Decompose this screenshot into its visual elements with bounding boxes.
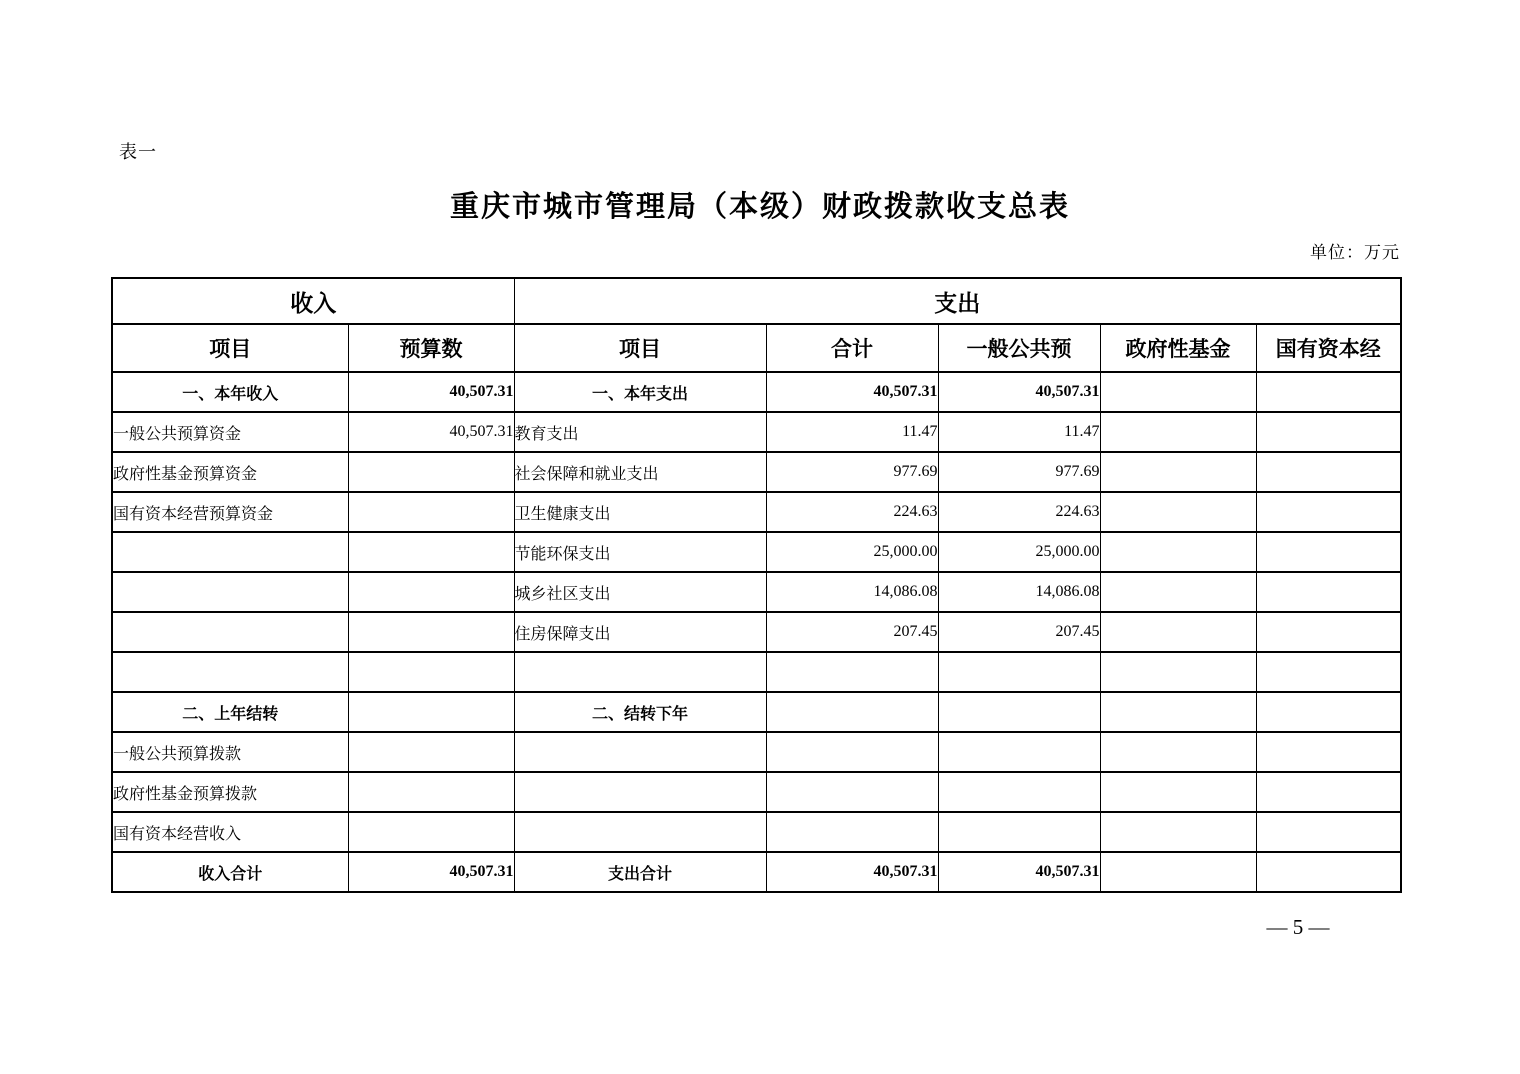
income-budget-cell: [348, 772, 514, 812]
income-budget-cell: [348, 812, 514, 852]
expense-total-cell: 207.45: [766, 612, 938, 652]
expense-item-cell: 卫生健康支出: [514, 492, 766, 532]
expense-gov-fund-cell: [1100, 532, 1256, 572]
expense-total-cell: 40,507.31: [766, 372, 938, 412]
expense-state-capital-cell: [1256, 452, 1401, 492]
income-item-cell: [112, 532, 348, 572]
expense-state-capital-cell: [1256, 492, 1401, 532]
income-budget-cell: [348, 732, 514, 772]
expense-general-public-cell: 207.45: [938, 612, 1100, 652]
col-header-expense-gov-fund: 政府性基金: [1100, 324, 1256, 372]
expense-general-public-cell: [938, 652, 1100, 692]
expense-state-capital-cell: [1256, 772, 1401, 812]
col-header-expense-item: 项目: [514, 324, 766, 372]
table-row: [112, 532, 1401, 572]
expense-gov-fund-cell: [1100, 652, 1256, 692]
expense-total-cell: 40,507.31: [766, 852, 938, 892]
expense-general-public-cell: 40,507.31: [938, 852, 1100, 892]
table-row: [112, 652, 1401, 692]
income-budget-cell: [348, 572, 514, 612]
expense-item-cell: [514, 812, 766, 852]
income-item-cell: 一般公共预算拨款: [112, 732, 348, 772]
col-header-expense-total: 合计: [766, 324, 938, 372]
expense-gov-fund-cell: [1100, 492, 1256, 532]
expense-section-header: 支出: [514, 278, 1401, 324]
expense-general-public-cell: 977.69: [938, 452, 1100, 492]
income-budget-cell: 40,507.31: [348, 372, 514, 412]
expense-state-capital-cell: [1256, 532, 1401, 572]
table-row: [112, 412, 1401, 452]
column-header-row: [112, 324, 1401, 372]
income-item-cell: [112, 612, 348, 652]
expense-general-public-cell: 11.47: [938, 412, 1100, 452]
expense-total-cell: 11.47: [766, 412, 938, 452]
expense-item-cell: 二、结转下年: [514, 692, 766, 732]
table-row: [112, 492, 1401, 532]
expense-gov-fund-cell: [1100, 732, 1256, 772]
expense-state-capital-cell: [1256, 572, 1401, 612]
table-row: [112, 572, 1401, 612]
table-body: [112, 372, 1401, 892]
income-budget-cell: 40,507.31: [348, 852, 514, 892]
expense-gov-fund-cell: [1100, 372, 1256, 412]
expense-state-capital-cell: [1256, 812, 1401, 852]
expense-total-cell: [766, 772, 938, 812]
expense-gov-fund-cell: [1100, 852, 1256, 892]
budget-table: [111, 277, 1402, 893]
expense-state-capital-cell: [1256, 652, 1401, 692]
income-item-cell: 政府性基金预算资金: [112, 452, 348, 492]
expense-item-cell: 社会保障和就业支出: [514, 452, 766, 492]
expense-item-cell: 住房保障支出: [514, 612, 766, 652]
table-row: [112, 612, 1401, 652]
table-row: [112, 732, 1401, 772]
col-header-expense-state-capital: 国有资本经: [1256, 324, 1401, 372]
expense-total-cell: [766, 692, 938, 732]
expense-item-cell: [514, 652, 766, 692]
income-budget-cell: [348, 452, 514, 492]
expense-item-cell: 城乡社区支出: [514, 572, 766, 612]
expense-total-cell: 224.63: [766, 492, 938, 532]
income-item-cell: 政府性基金预算拨款: [112, 772, 348, 812]
expense-total-cell: 14,086.08: [766, 572, 938, 612]
income-budget-cell: [348, 612, 514, 652]
expense-gov-fund-cell: [1100, 612, 1256, 652]
expense-gov-fund-cell: [1100, 812, 1256, 852]
expense-general-public-cell: [938, 732, 1100, 772]
income-section-header: 收入: [112, 278, 514, 324]
expense-item-cell: 节能环保支出: [514, 532, 766, 572]
table-row: [112, 852, 1401, 892]
expense-gov-fund-cell: [1100, 772, 1256, 812]
expense-gov-fund-cell: [1100, 572, 1256, 612]
income-budget-cell: [348, 692, 514, 732]
income-budget-cell: [348, 492, 514, 532]
expense-total-cell: 25,000.00: [766, 532, 938, 572]
expense-general-public-cell: [938, 772, 1100, 812]
table-row: [112, 692, 1401, 732]
income-item-cell: 二、上年结转: [112, 692, 348, 732]
income-item-cell: 一般公共预算资金: [112, 412, 348, 452]
table-row: [112, 772, 1401, 812]
expense-general-public-cell: 224.63: [938, 492, 1100, 532]
expense-state-capital-cell: [1256, 732, 1401, 772]
expense-state-capital-cell: [1256, 852, 1401, 892]
expense-item-cell: [514, 732, 766, 772]
section-header-row: [112, 278, 1401, 324]
income-item-cell: [112, 572, 348, 612]
table-row: [112, 812, 1401, 852]
col-header-expense-general-public: 一般公共预: [938, 324, 1100, 372]
page-title: 重庆市城市管理局（本级）财政拨款收支总表: [449, 191, 1070, 223]
expense-general-public-cell: 14,086.08: [938, 572, 1100, 612]
income-item-cell: 国有资本经营收入: [112, 812, 348, 852]
unit-note: 单位：万元: [1310, 243, 1400, 262]
expense-item-cell: 支出合计: [514, 852, 766, 892]
expense-gov-fund-cell: [1100, 692, 1256, 732]
col-header-income-budget: 预算数: [348, 324, 514, 372]
income-item-cell: 国有资本经营预算资金: [112, 492, 348, 532]
expense-total-cell: 977.69: [766, 452, 938, 492]
expense-general-public-cell: [938, 692, 1100, 732]
income-item-cell: 一、本年收入: [112, 372, 348, 412]
expense-item-cell: 教育支出: [514, 412, 766, 452]
expense-state-capital-cell: [1256, 372, 1401, 412]
expense-general-public-cell: 25,000.00: [938, 532, 1100, 572]
expense-state-capital-cell: [1256, 692, 1401, 732]
col-header-income-item: 项目: [112, 324, 348, 372]
expense-total-cell: [766, 732, 938, 772]
income-item-cell: 收入合计: [112, 852, 348, 892]
expense-general-public-cell: 40,507.31: [938, 372, 1100, 412]
income-budget-cell: [348, 532, 514, 572]
expense-state-capital-cell: [1256, 612, 1401, 652]
expense-total-cell: [766, 652, 938, 692]
table-row: [112, 372, 1401, 412]
expense-gov-fund-cell: [1100, 452, 1256, 492]
expense-item-cell: [514, 772, 766, 812]
income-budget-cell: [348, 652, 514, 692]
expense-item-cell: 一、本年支出: [514, 372, 766, 412]
income-item-cell: [112, 652, 348, 692]
expense-state-capital-cell: [1256, 412, 1401, 452]
table-row: [112, 452, 1401, 492]
page-number: — 5 —: [1266, 915, 1330, 939]
table-sequence-label: 表一: [119, 142, 157, 162]
expense-total-cell: [766, 812, 938, 852]
expense-gov-fund-cell: [1100, 412, 1256, 452]
expense-general-public-cell: [938, 812, 1100, 852]
income-budget-cell: 40,507.31: [348, 412, 514, 452]
